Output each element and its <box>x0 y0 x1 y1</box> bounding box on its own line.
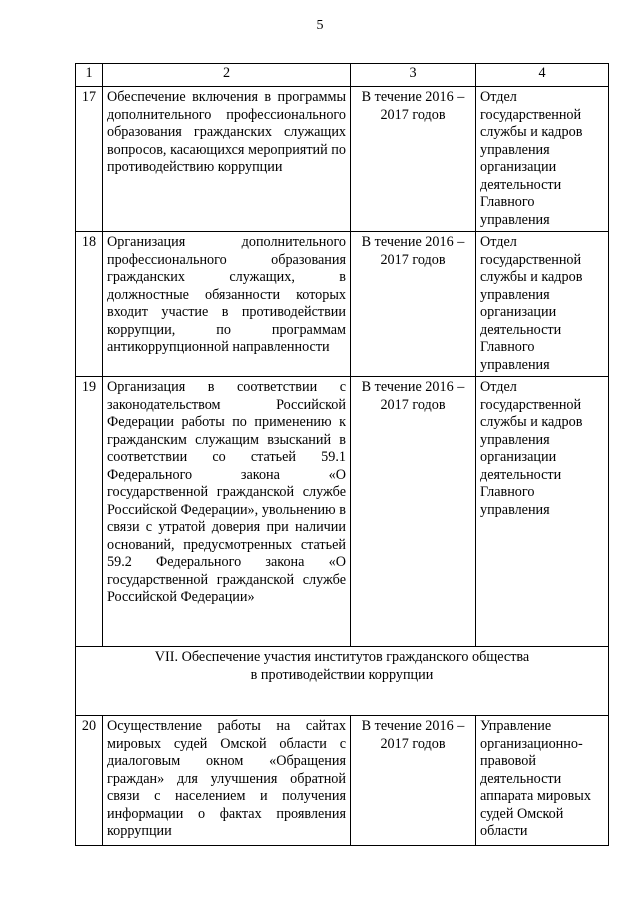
row-number: 20 <box>76 716 103 846</box>
header-col-4: 4 <box>476 64 609 87</box>
row-responsible: Отдел государственной службы и кадров управления организации деятельности Главного управления <box>476 87 609 232</box>
header-col-1: 1 <box>76 64 103 87</box>
row-description: Обеспечение включения в программы дополнительного профессионального образования гражданских служащих вопросов, касающихся мероприятий по противодействию коррупции <box>103 87 351 232</box>
measures-table <box>75 63 609 846</box>
table-header-row <box>76 64 609 87</box>
row-term: В течение 2016 – 2017 годов <box>351 87 476 232</box>
row-responsible: Отдел государственной службы и кадров управления организации деятельности Главного управления <box>476 232 609 377</box>
section-heading-line-1: VII. Обеспечение участия институтов гражданского общества <box>154 649 530 665</box>
header-col-3: 3 <box>351 64 476 87</box>
table-row <box>76 716 609 846</box>
table-row <box>76 377 609 647</box>
section-heading-line-2: в противодействии коррупции <box>250 666 434 683</box>
row-responsible: Управление организационно-правовой деятельности аппарата мировых судей Омской области <box>476 716 609 846</box>
row-number: 17 <box>76 87 103 232</box>
row-description: Организация дополнительного профессионального образования гражданских служащих, в должностные обязанности которых входит участие в противодействии коррупции, по программам антикоррупционной направленности <box>103 232 351 377</box>
section-heading <box>76 647 609 716</box>
table-row <box>76 87 609 232</box>
page-number: 5 <box>316 18 324 33</box>
row-description: Организация в соответствии с законодательством Российской Федерации работы по применению к гражданским служащим взысканий в соответствии со статьей 59.1 Федерального закона «О государственной гражданской службе Российской Федерации», увольнению в связи с утратой доверия при наличии оснований, предусмотренных статьей 59.2 Федерального закона «О государственной гражданской службе Российской Федерации» <box>103 377 351 647</box>
row-description: Осуществление работы на сайтах мировых судей Омской области с диалоговым окном «Обращения граждан» для улучшения обратной связи с населением и получения информации о фактах проявления коррупции <box>103 716 351 846</box>
row-term: В течение 2016 – 2017 годов <box>351 232 476 377</box>
row-number: 18 <box>76 232 103 377</box>
header-col-2: 2 <box>103 64 351 87</box>
row-term: В течение 2016 – 2017 годов <box>351 377 476 647</box>
row-responsible: Отдел государственной службы и кадров управления организации деятельности Главного управления <box>476 377 609 647</box>
section-row <box>76 647 609 716</box>
row-number: 19 <box>76 377 103 647</box>
table-row <box>76 232 609 377</box>
row-term: В течение 2016 – 2017 годов <box>351 716 476 846</box>
